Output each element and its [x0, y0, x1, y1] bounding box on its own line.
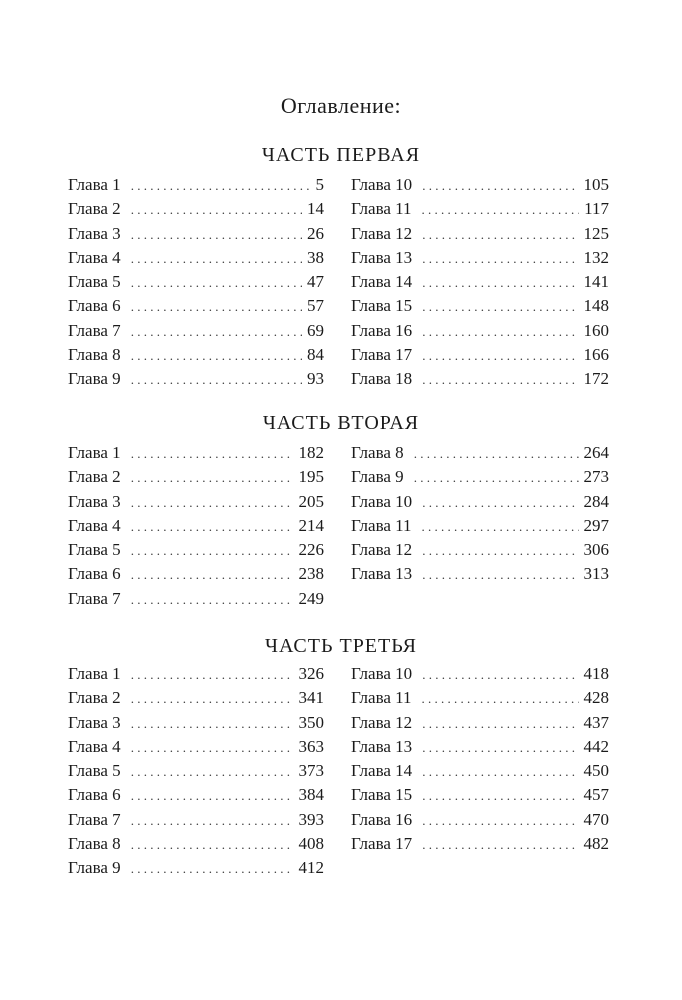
chapter-label: Глава 4 [68, 736, 121, 756]
toc-entry[interactable] [68, 490, 324, 514]
dot-leader [422, 809, 578, 833]
toc-entry[interactable] [351, 662, 609, 686]
dot-leader [422, 563, 578, 587]
dot-leader [422, 271, 578, 295]
toc-entry[interactable] [351, 538, 609, 562]
chapter-label: Глава 4 [68, 515, 121, 535]
page-number: 393 [298, 809, 324, 829]
chapter-label: Глава 8 [351, 443, 404, 462]
dot-leader [422, 320, 578, 344]
chapter-label: Глава 12 [351, 712, 413, 732]
toc-entry[interactable] [351, 783, 609, 807]
chapter-label: Глава 14 [351, 272, 413, 292]
chapter-label: Глава 9 [68, 858, 121, 878]
toc-entry[interactable] [68, 294, 324, 318]
page-number: 384 [298, 785, 324, 805]
page-number: 450 [583, 761, 609, 781]
dot-leader [131, 174, 311, 198]
chapter-label: Глава 7 [68, 809, 121, 829]
part-heading: ЧАСТЬ ТРЕТЬЯ [264, 635, 418, 657]
dot-leader [422, 784, 578, 808]
page-number: 482 [583, 834, 609, 854]
dot-leader [422, 760, 578, 784]
toc-entry[interactable] [351, 711, 609, 735]
toc-entry[interactable] [68, 711, 324, 735]
page-number: 418 [583, 664, 609, 683]
chapter-label: Глава 3 [68, 491, 121, 511]
toc-entry[interactable] [351, 759, 609, 783]
dot-leader [422, 491, 578, 515]
toc-entry[interactable] [68, 562, 324, 586]
toc-entry[interactable] [68, 759, 324, 783]
page-number: 226 [298, 540, 324, 560]
chapter-label: Глава 11 [351, 199, 412, 219]
page-number: 166 [583, 345, 609, 365]
dot-leader [422, 344, 578, 368]
page-number: 326 [298, 664, 324, 683]
page-number: 306 [583, 540, 609, 560]
toc-column-left [68, 173, 324, 392]
dot-leader [131, 515, 294, 539]
chapter-label: Глава 6 [68, 785, 121, 805]
toc-entry[interactable] [351, 319, 609, 343]
chapter-label: Глава 17 [351, 834, 413, 854]
dot-leader [131, 736, 294, 760]
chapter-label: Глава 1 [68, 664, 121, 683]
toc-entry[interactable] [351, 832, 609, 856]
dot-leader [131, 466, 294, 490]
dot-leader [131, 198, 302, 222]
dot-leader [414, 442, 579, 466]
dot-leader [422, 663, 578, 687]
dot-leader [414, 466, 579, 490]
page-number: 125 [583, 223, 609, 243]
toc-column-right [351, 662, 609, 856]
chapter-label: Глава 11 [351, 688, 412, 708]
page-number: 93 [307, 369, 324, 389]
page-number: 38 [307, 247, 324, 267]
chapter-label: Глава 7 [68, 588, 121, 608]
dot-leader [131, 491, 294, 515]
chapter-label: Глава 8 [68, 834, 121, 854]
chapter-label: Глава 2 [68, 688, 121, 708]
toc-entry[interactable] [351, 514, 609, 538]
chapter-label: Глава 10 [351, 664, 413, 683]
page-number: 470 [583, 809, 609, 829]
page-number: 84 [307, 345, 324, 365]
chapter-label: Глава 5 [68, 540, 121, 560]
dot-leader [422, 712, 578, 736]
toc-entry[interactable] [351, 343, 609, 367]
toc-entry[interactable] [68, 735, 324, 759]
chapter-label: Глава 16 [351, 320, 413, 340]
toc-entry[interactable] [68, 173, 324, 197]
toc-entry[interactable] [68, 856, 324, 880]
page-number: 297 [583, 515, 609, 535]
toc-entry[interactable] [68, 832, 324, 856]
page-number: 457 [583, 785, 609, 805]
chapter-label: Глава 11 [351, 515, 412, 535]
dot-leader [131, 687, 294, 711]
chapter-label: Глава 2 [68, 467, 121, 487]
toc-entry[interactable] [68, 514, 324, 538]
chapter-label: Глава 5 [68, 272, 121, 292]
toc-entry[interactable] [68, 538, 324, 562]
dot-leader [422, 687, 579, 711]
dot-leader [131, 809, 294, 833]
toc-entry[interactable] [351, 562, 609, 586]
dot-leader [131, 442, 294, 466]
chapter-label: Глава 8 [68, 345, 121, 365]
chapter-label: Глава 16 [351, 809, 413, 829]
chapter-label: Глава 12 [351, 223, 413, 243]
toc-entry[interactable] [351, 173, 609, 197]
toc-entry[interactable] [68, 783, 324, 807]
page-number: 205 [298, 491, 324, 511]
dot-leader [131, 320, 302, 344]
toc-entry[interactable] [351, 490, 609, 514]
dot-leader [422, 833, 578, 857]
toc-entry[interactable] [351, 270, 609, 294]
page-number: 172 [583, 369, 609, 389]
toc-entry[interactable] [68, 441, 324, 465]
page-number: 160 [583, 320, 609, 340]
dot-leader [131, 760, 294, 784]
page-number: 249 [298, 588, 324, 608]
page-number: 132 [583, 247, 609, 267]
chapter-label: Глава 17 [351, 345, 413, 365]
toc-entry[interactable] [351, 246, 609, 270]
page-number: 182 [298, 443, 324, 462]
dot-leader [422, 515, 579, 539]
dot-leader [131, 344, 302, 368]
toc-entry[interactable] [351, 294, 609, 318]
chapter-label: Глава 9 [351, 467, 404, 487]
toc-entry[interactable] [68, 465, 324, 489]
chapter-label: Глава 1 [68, 175, 121, 194]
chapter-label: Глава 6 [68, 564, 121, 584]
dot-leader [131, 368, 302, 392]
chapter-label: Глава 14 [351, 761, 413, 781]
toc-entry[interactable] [68, 197, 324, 221]
dot-leader [131, 223, 302, 247]
page-number: 428 [583, 688, 609, 708]
chapter-label: Глава 4 [68, 247, 121, 267]
toc-column-left [68, 662, 324, 881]
toc-entry[interactable] [68, 587, 324, 611]
page-number: 412 [298, 858, 324, 878]
chapter-label: Глава 1 [68, 443, 121, 462]
page-number: 117 [584, 199, 609, 219]
chapter-label: Глава 6 [68, 296, 121, 316]
page-number: 313 [583, 564, 609, 584]
page-number: 264 [583, 443, 609, 462]
dot-leader [422, 368, 578, 392]
page-number: 273 [583, 467, 609, 487]
toc-entry[interactable] [351, 808, 609, 832]
dot-leader [422, 295, 578, 319]
dot-leader [131, 784, 294, 808]
chapter-label: Глава 12 [351, 540, 413, 560]
page-number: 14 [307, 199, 324, 219]
chapter-label: Глава 10 [351, 491, 413, 511]
toc-column-right [351, 441, 609, 587]
page-number: 141 [583, 272, 609, 292]
dot-leader [422, 247, 578, 271]
page-number: 47 [307, 272, 324, 292]
page-number: 437 [583, 712, 609, 732]
toc-entry[interactable] [351, 367, 609, 391]
toc-entry[interactable] [68, 367, 324, 391]
dot-leader [131, 247, 302, 271]
page-number: 69 [307, 320, 324, 340]
toc-entry[interactable] [68, 222, 324, 246]
dot-leader [422, 198, 580, 222]
toc-column-left [68, 441, 324, 611]
toc-entry[interactable] [351, 441, 609, 465]
chapter-label: Глава 15 [351, 296, 413, 316]
dot-leader [131, 712, 294, 736]
page-title: Оглавление: [280, 93, 402, 118]
toc-entry[interactable] [68, 246, 324, 270]
toc-part-3 [0, 633, 682, 659]
toc-entry[interactable] [68, 686, 324, 710]
dot-leader [422, 736, 578, 760]
dot-leader [422, 223, 578, 247]
toc-column-right [351, 173, 609, 392]
page-number: 284 [583, 491, 609, 511]
page-number: 373 [298, 761, 324, 781]
dot-leader [131, 563, 294, 587]
toc-entry[interactable] [68, 319, 324, 343]
page-number: 26 [307, 223, 324, 243]
toc-entry[interactable] [351, 197, 609, 221]
chapter-label: Глава 3 [68, 223, 121, 243]
chapter-label: Глава 2 [68, 199, 121, 219]
toc-entry[interactable] [68, 808, 324, 832]
dot-leader [131, 295, 302, 319]
page-number: 5 [315, 175, 324, 194]
dot-leader [131, 663, 294, 687]
page-number: 341 [298, 688, 324, 708]
dot-leader [131, 271, 302, 295]
chapter-label: Глава 9 [68, 369, 121, 389]
toc-entry[interactable] [351, 735, 609, 759]
page-number: 442 [583, 736, 609, 756]
dot-leader [422, 539, 578, 563]
dot-leader [131, 539, 294, 563]
chapter-label: Глава 18 [351, 369, 413, 389]
toc-part-1 [0, 142, 682, 168]
chapter-label: Глава 3 [68, 712, 121, 732]
toc-entry[interactable] [68, 662, 324, 686]
dot-leader [131, 833, 294, 857]
toc-part-2 [0, 410, 682, 436]
page-number: 238 [298, 564, 324, 584]
chapter-label: Глава 13 [351, 247, 413, 267]
page-number: 105 [583, 175, 609, 194]
toc-entry[interactable] [351, 465, 609, 489]
toc-entry[interactable] [68, 270, 324, 294]
chapter-label: Глава 13 [351, 736, 413, 756]
toc-entry[interactable] [68, 343, 324, 367]
dot-leader [131, 588, 294, 612]
page-number: 408 [298, 834, 324, 854]
dot-leader [422, 174, 578, 198]
page-number: 363 [298, 736, 324, 756]
toc-entry[interactable] [351, 222, 609, 246]
page-number: 350 [298, 712, 324, 732]
page-number: 214 [298, 515, 324, 535]
chapter-label: Глава 5 [68, 761, 121, 781]
toc-entry[interactable] [351, 686, 609, 710]
dot-leader [131, 857, 294, 881]
chapter-label: Глава 13 [351, 564, 413, 584]
page-number: 57 [307, 296, 324, 316]
chapter-label: Глава 10 [351, 175, 413, 194]
chapter-label: Глава 15 [351, 785, 413, 805]
part-heading: ЧАСТЬ ПЕРВАЯ [261, 144, 421, 166]
page-number: 148 [583, 296, 609, 316]
chapter-label: Глава 7 [68, 320, 121, 340]
part-heading: ЧАСТЬ ВТОРАЯ [262, 412, 420, 434]
page-number: 195 [298, 467, 324, 487]
